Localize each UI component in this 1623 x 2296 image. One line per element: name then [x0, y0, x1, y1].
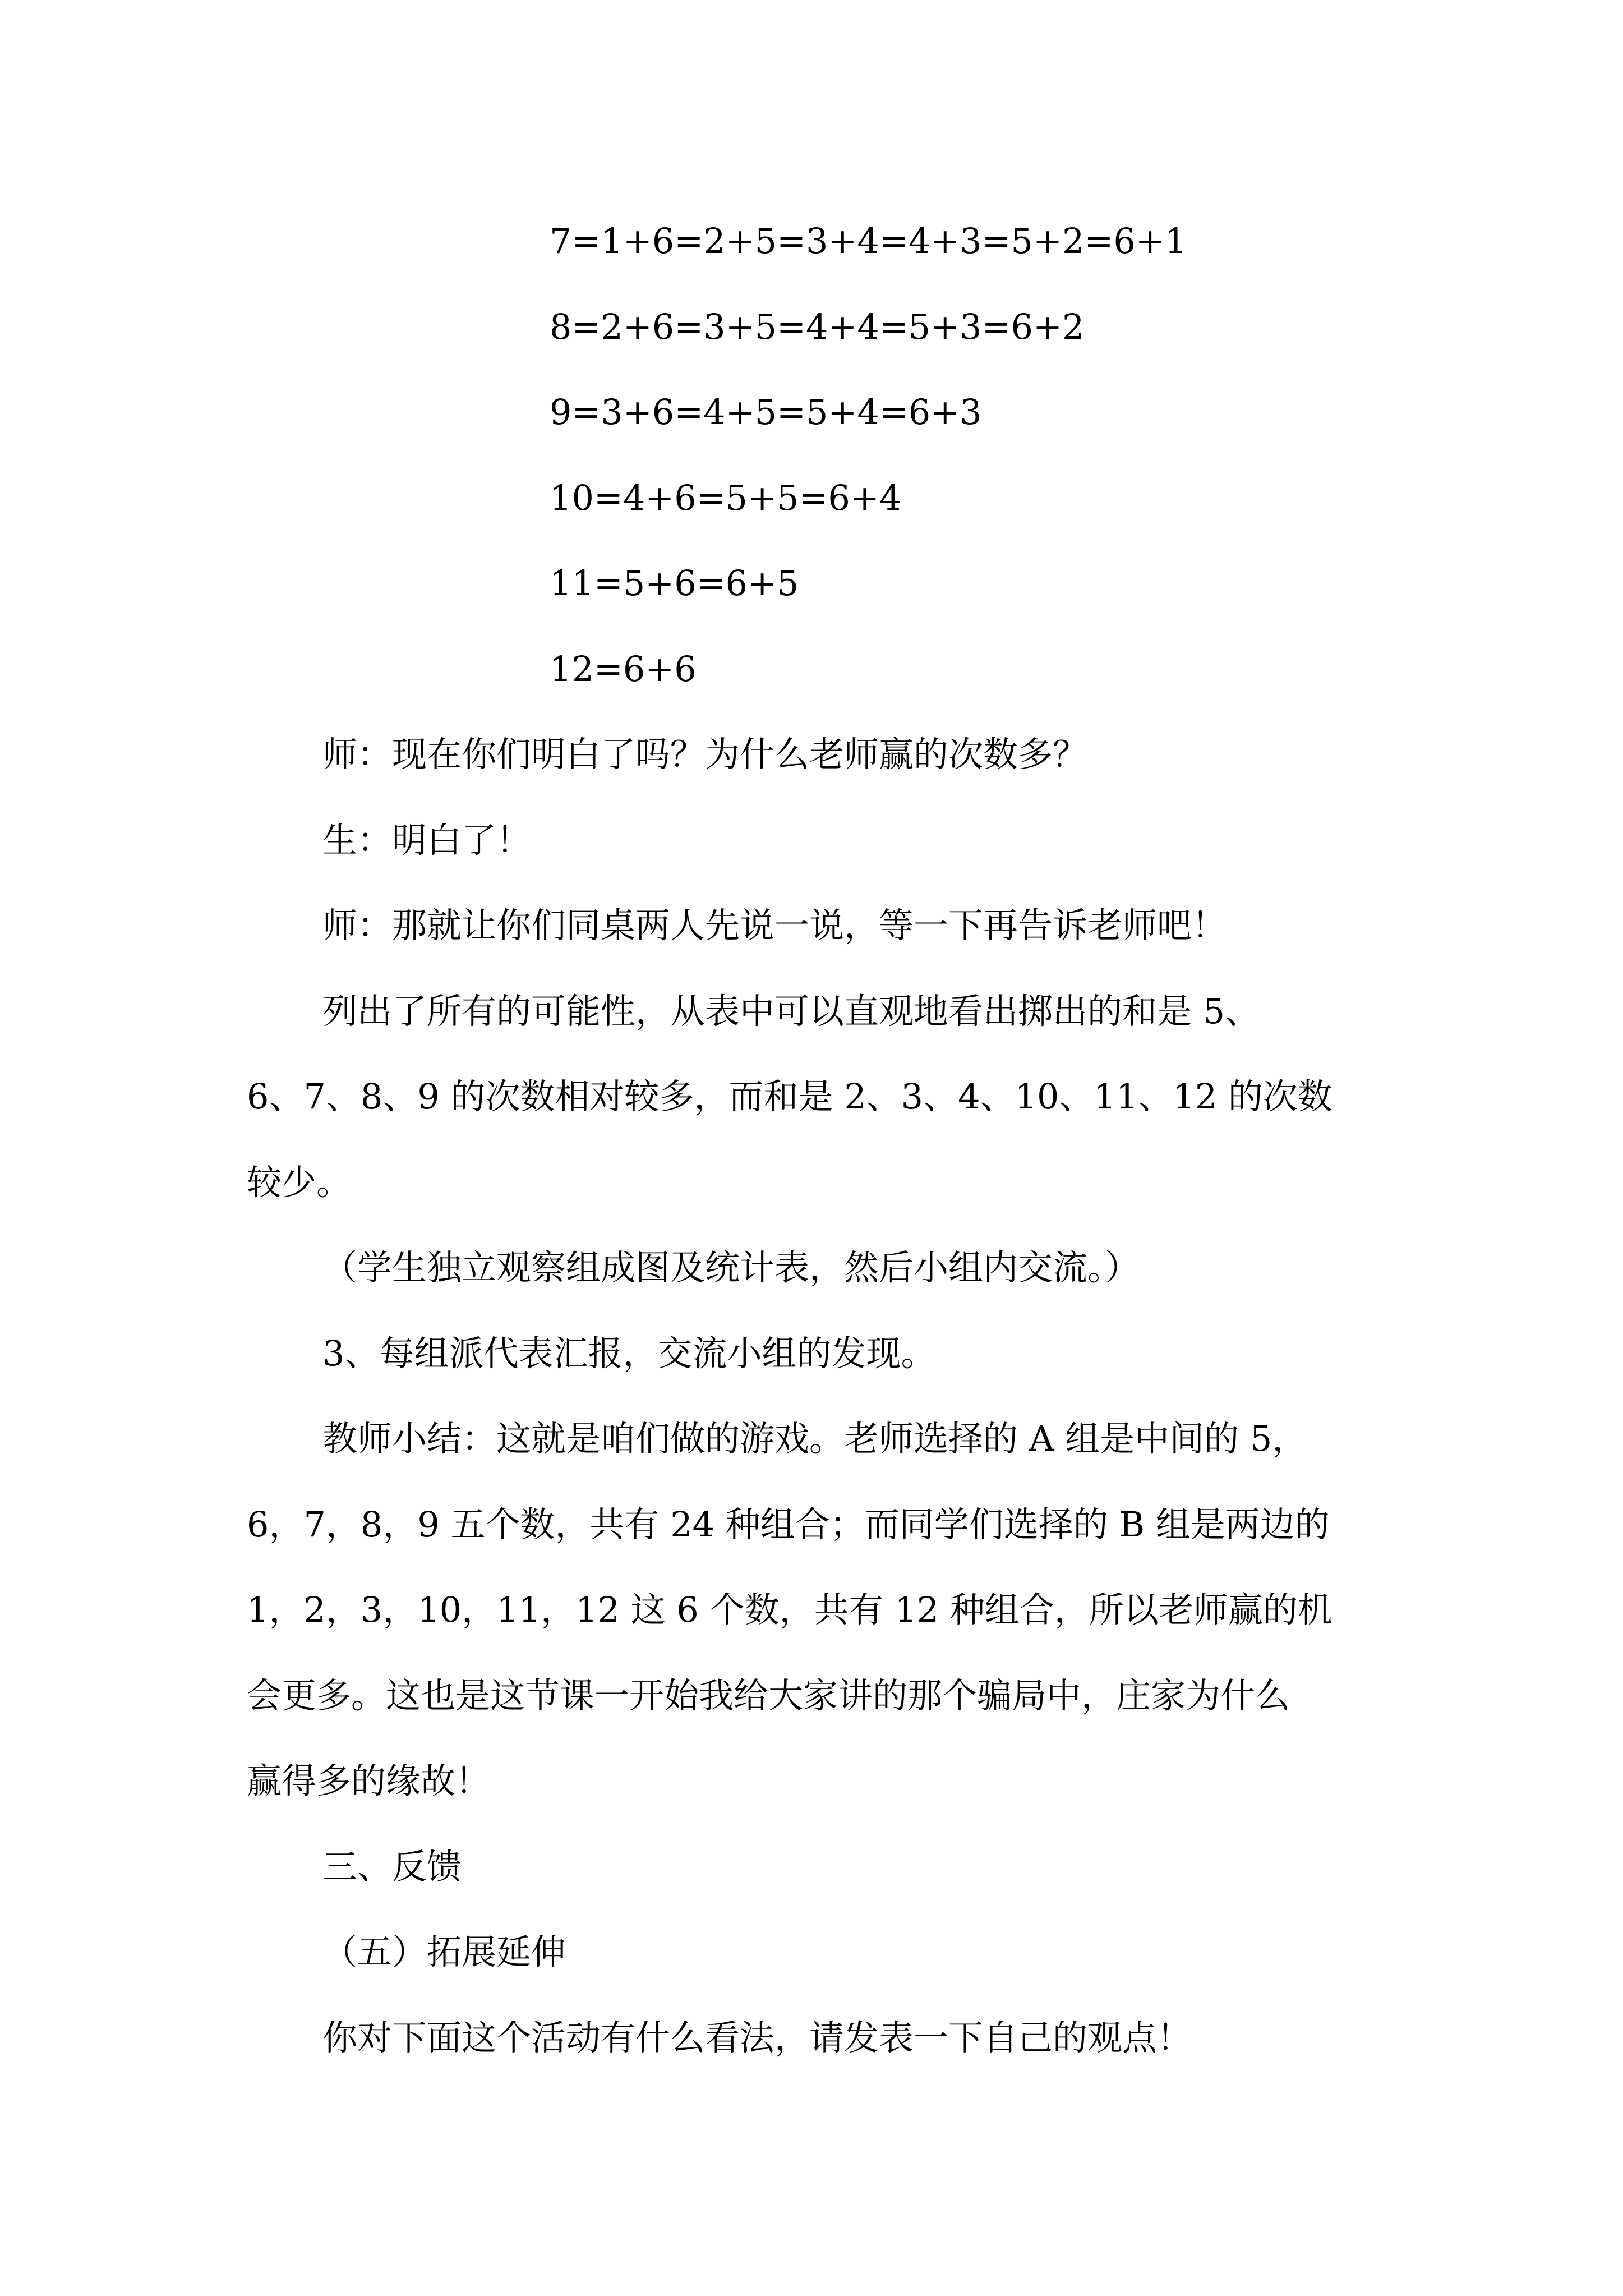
discussion-prompt: 你对下面这个活动有什么看法，请发表一下自己的观点！ [322, 2017, 1192, 2058]
equation-line: 10=4+6=5+5=6+4 [550, 477, 902, 518]
equation-line: 9=3+6=4+5=5+4=6+3 [550, 392, 982, 432]
analysis-line: 6、7、8、9 的次数相对较多，而和是 2、3、4、10、11、12 的次数 [247, 1076, 1332, 1117]
summary-line: 6，7，8，9 五个数，共有 24 种组合；而同学们选择的 B 组是两边的 [247, 1504, 1330, 1545]
analysis-line: 较少。 [247, 1162, 352, 1203]
summary-line: 赢得多的缘故！ [247, 1760, 491, 1801]
student-answer: 生：明白了！ [322, 820, 532, 861]
section-heading-extend: （五）拓展延伸 [322, 1931, 566, 1972]
teacher-instruction: 师：那就让你们同桌两人先说一说，等一下再告诉老师吧！ [322, 905, 1227, 946]
summary-line: 会更多。这也是这节课一开始我给大家讲的那个骗局中，庄家为什么 [247, 1675, 1290, 1716]
equation-line: 12=6+6 [550, 648, 697, 689]
activity-note: （学生独立观察组成图及统计表，然后小组内交流。） [322, 1247, 1140, 1288]
section-heading-feedback: 三、反馈 [322, 1846, 462, 1887]
analysis-line: 列出了所有的可能性，从表中可以直观地看出掷出的和是 5、 [322, 991, 1260, 1032]
summary-line: 1，2，3，10，11，12 这 6 个数，共有 12 种组合，所以老师赢的机 [247, 1589, 1332, 1630]
step-3: 3、每组派代表汇报，交流小组的发现。 [322, 1333, 936, 1374]
summary-line: 教师小结：这就是咱们做的游戏。老师选择的 A 组是中间的 5， [322, 1418, 1307, 1459]
equation-line: 7=1+6=2+5=3+4=4+3=5+2=6+1 [550, 220, 1187, 261]
equation-line: 11=5+6=6+5 [550, 563, 799, 604]
teacher-question: 师：现在你们明白了吗？为什么老师赢的次数多？ [322, 734, 1088, 775]
equation-line: 8=2+6=3+5=4+4=5+3=6+2 [550, 306, 1085, 347]
